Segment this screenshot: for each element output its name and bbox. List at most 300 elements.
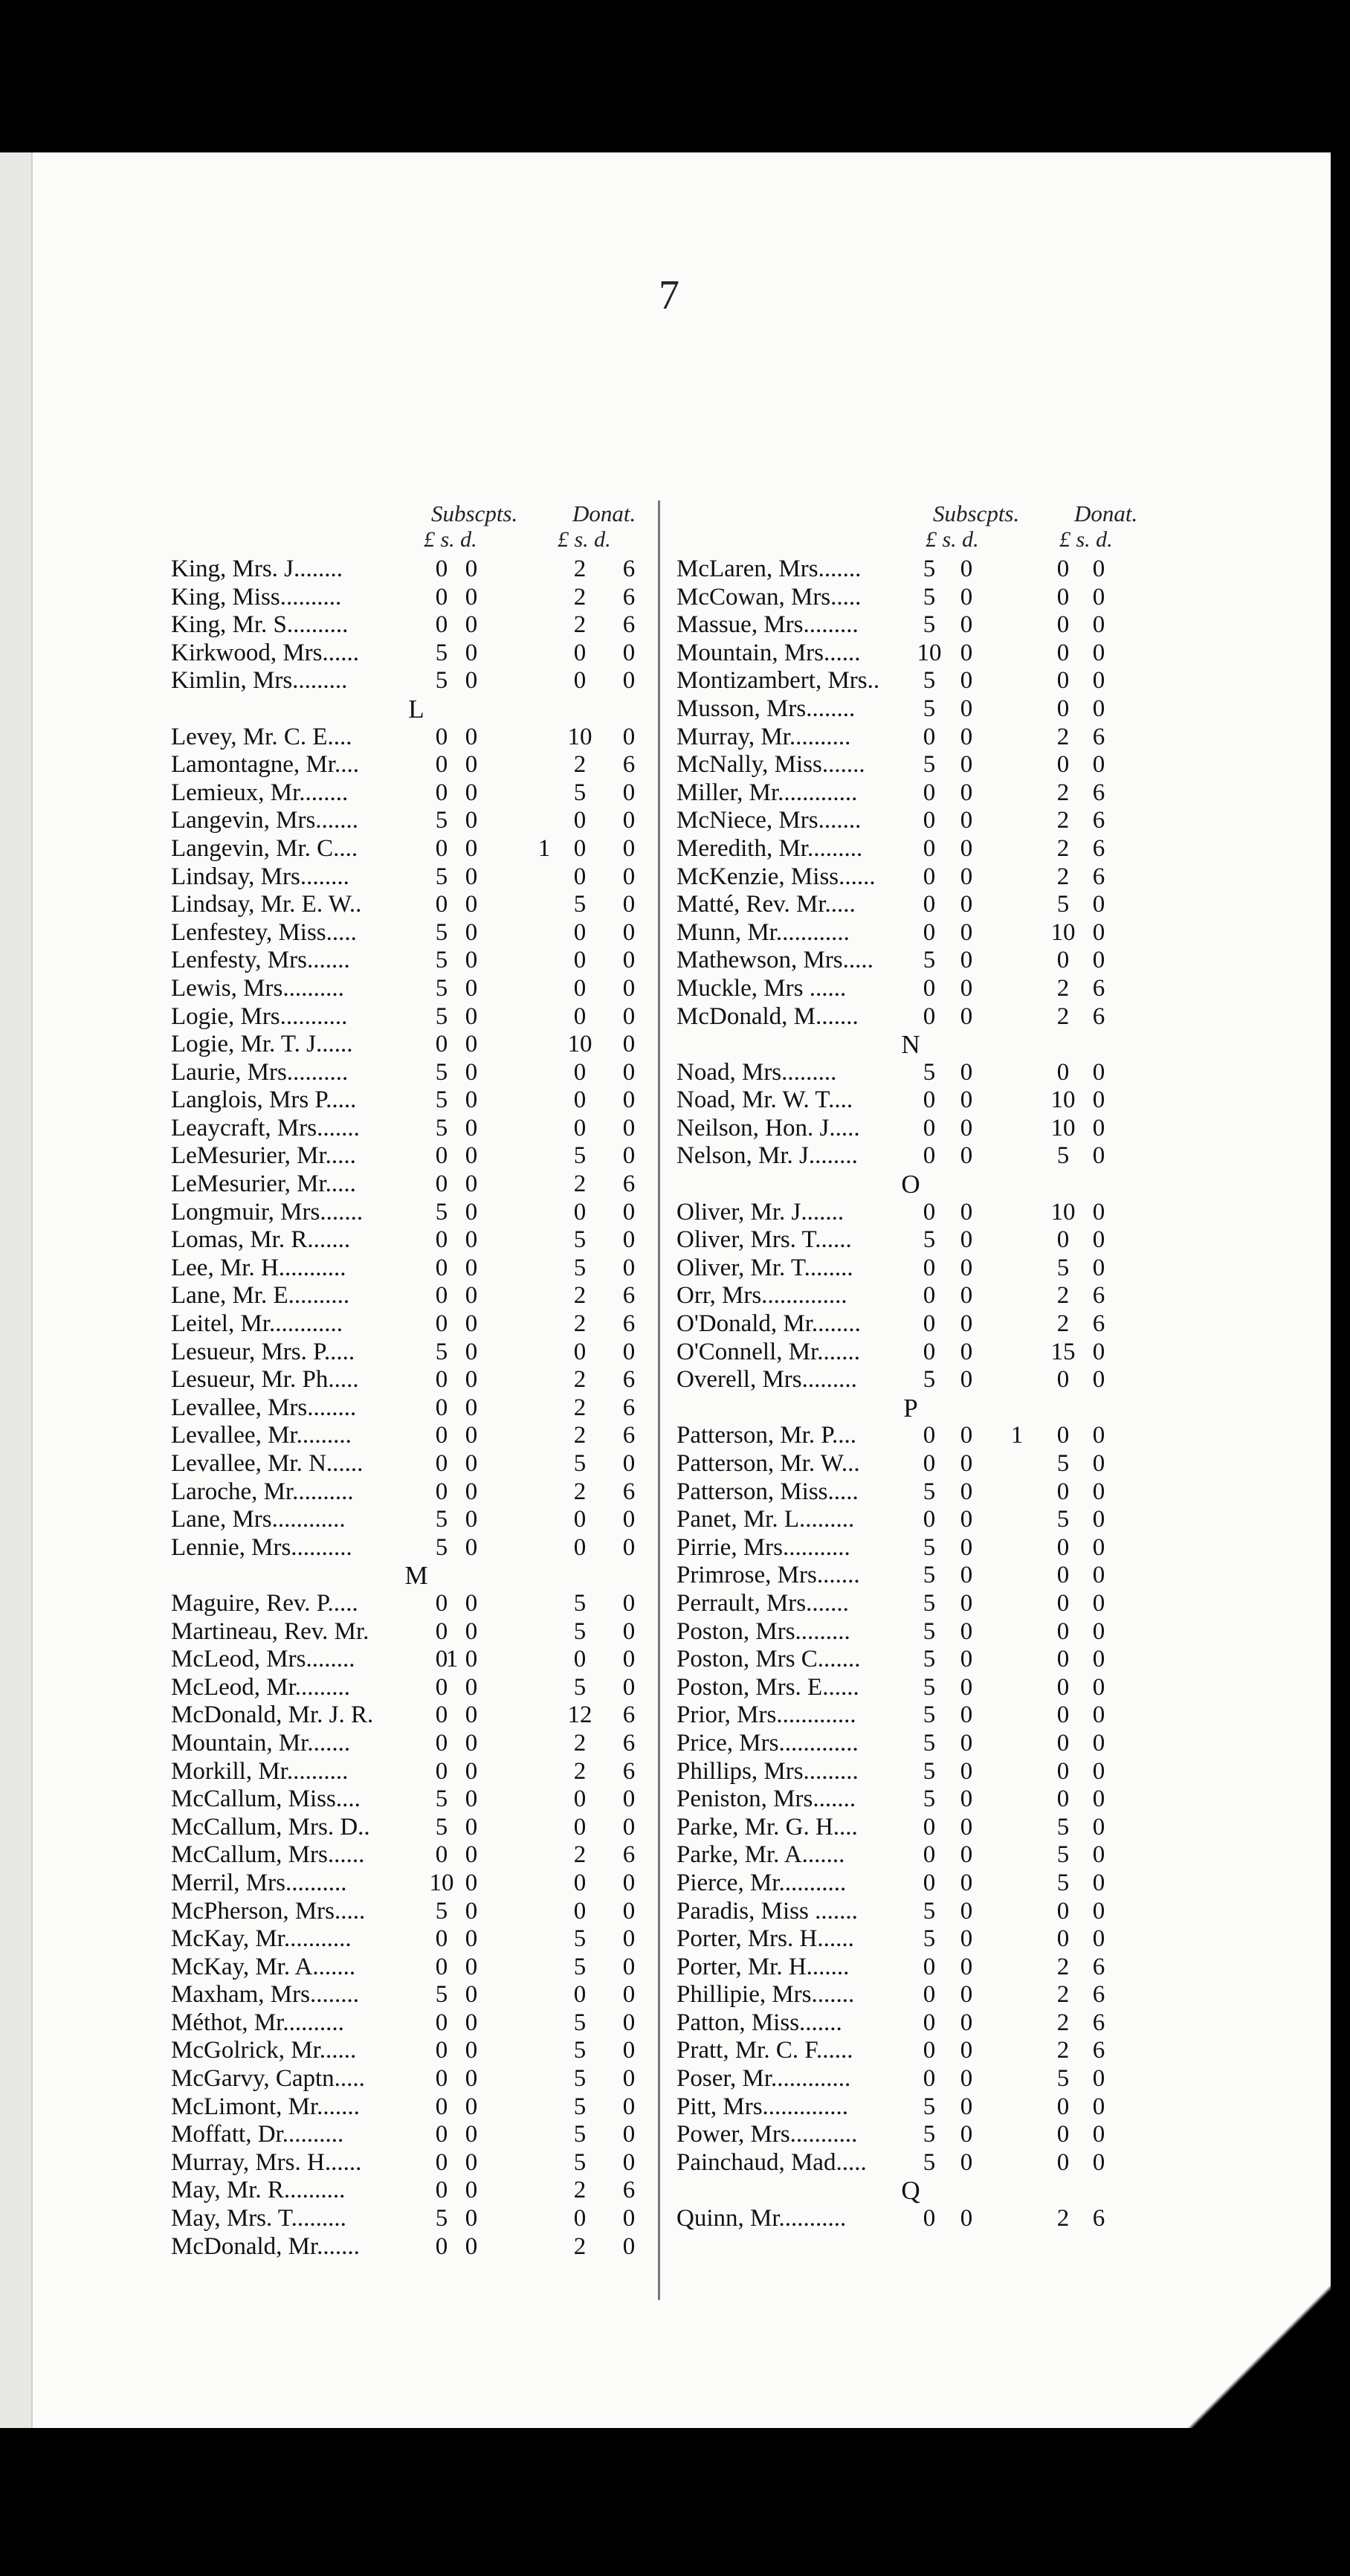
subscription-shillings: 5 — [923, 1226, 936, 1254]
subscription-pence: 0 — [960, 1142, 973, 1170]
subscriber-name: May, Mrs. T......... — [171, 2205, 346, 2232]
donation-shillings: 0 — [573, 1813, 587, 1841]
donation-pence: 0 — [622, 1058, 636, 1086]
donation-shillings: 0 — [573, 1002, 587, 1030]
subscriber-row — [676, 695, 1286, 724]
subscription-pence: 0 — [960, 2037, 973, 2064]
subscription-shillings: 5 — [923, 1925, 936, 1953]
donation-pence: 6 — [622, 1757, 636, 1785]
subscription-shillings: 5 — [435, 863, 448, 890]
subscription-shillings: 0 — [435, 1031, 448, 1058]
donation-shillings: 0 — [1056, 751, 1070, 779]
donation-shillings: 0 — [1056, 1729, 1070, 1756]
subscriber-row — [676, 751, 1286, 779]
subscription-shillings: 5 — [923, 1533, 936, 1561]
donation-shillings: 5 — [573, 1450, 587, 1477]
donation-shillings: 2 — [573, 1366, 587, 1394]
donation-pence: 0 — [1092, 2065, 1105, 2093]
subscription-pence: 0 — [960, 1869, 973, 1896]
donation-pence: 0 — [1092, 1897, 1105, 1925]
subscription-shillings: 5 — [435, 1086, 448, 1114]
subscription-shillings: 0 — [435, 611, 448, 639]
donation-shillings: 0 — [573, 947, 587, 974]
subscription-shillings: 5 — [435, 918, 448, 946]
donation-pence: 0 — [622, 1925, 636, 1953]
subscription-pence: 0 — [960, 1338, 973, 1365]
donation-pence: 0 — [622, 834, 636, 862]
subscription-pence: 0 — [960, 1086, 973, 1114]
subscription-pence: 0 — [465, 2065, 478, 2093]
subscription-shillings: 5 — [923, 1646, 936, 1673]
subscriber-name: Phillipie, Mrs....... — [676, 1981, 855, 2009]
donation-pence: 0 — [1092, 1757, 1105, 1785]
donation-pence: 6 — [1092, 1310, 1105, 1338]
subscription-pence: 0 — [960, 639, 973, 666]
donation-pence: 0 — [622, 1142, 636, 1170]
subscription-pence: 0 — [465, 1198, 478, 1226]
subscriber-name: Painchaud, Mad..... — [676, 2148, 867, 2176]
subscriber-row — [676, 556, 1286, 584]
subscription-pence: 0 — [960, 779, 973, 806]
donation-shillings: 2 — [573, 1171, 587, 1198]
subscription-pence: 0 — [465, 639, 478, 666]
donation-shillings: 0 — [573, 1506, 587, 1533]
subscriber-name: McDonald, M....... — [676, 1002, 859, 1030]
donation-shillings: 0 — [1056, 1617, 1070, 1645]
donation-shillings: 0 — [1056, 611, 1070, 639]
subscription-shillings: 10 — [429, 1869, 454, 1896]
subscriber-row — [676, 667, 1286, 695]
donation-shillings: 0 — [573, 1897, 587, 1925]
subscription-shillings: 0 — [435, 1450, 448, 1477]
subscriptions-units: £ s. d. — [926, 527, 979, 552]
subscriber-row — [676, 1506, 1286, 1534]
subscription-shillings: 0 — [435, 1142, 448, 1170]
donation-shillings: 0 — [573, 1114, 587, 1142]
donation-shillings: 0 — [1056, 1058, 1070, 1086]
subscriber-name: Patton, Miss....... — [676, 2009, 842, 2036]
subscription-shillings: 0 — [923, 2205, 936, 2232]
subscription-shillings: 5 — [435, 1058, 448, 1086]
subscriber-name: McLaren, Mrs....... — [676, 556, 862, 582]
subscription-pence: 0 — [465, 751, 478, 779]
donation-pence: 0 — [1092, 2148, 1105, 2176]
donation-shillings: 5 — [573, 2037, 587, 2064]
donation-pence: 6 — [622, 1422, 636, 1449]
subscription-pence: 0 — [465, 1897, 478, 1925]
subscription-shillings: 5 — [435, 807, 448, 834]
subscriber-name: Power, Mrs........... — [676, 2121, 858, 2148]
donation-pence: 0 — [1092, 1925, 1105, 1953]
subscription-pence: 0 — [960, 1729, 973, 1756]
subscription-pence: 0 — [465, 1142, 478, 1170]
subscriber-name: Pratt, Mr. C. F...... — [676, 2037, 853, 2064]
donation-pence: 0 — [622, 1450, 636, 1477]
subscription-shillings: 5 — [923, 667, 936, 695]
subscriber-row — [676, 1925, 1286, 1954]
donation-shillings: 5 — [573, 2009, 587, 2036]
subscription-shillings: 0 — [923, 1422, 936, 1449]
subscription-shillings: 0 — [435, 834, 448, 862]
subscription-shillings: 5 — [923, 1366, 936, 1394]
subscription-pence: 0 — [960, 2205, 973, 2232]
subscriber-name: McKay, Mr. A....... — [171, 1953, 356, 1980]
subscriber-name: Lemieux, Mr........ — [171, 779, 349, 806]
subscriber-name: McGolrick, Mr...... — [171, 2037, 357, 2064]
subscription-shillings: 0 — [435, 891, 448, 918]
subscription-pence: 0 — [465, 1086, 478, 1114]
subscriber-name: Lewis, Mrs.......... — [171, 974, 344, 1002]
subscription-pence: 0 — [465, 1422, 478, 1449]
donation-shillings: 0 — [573, 807, 587, 834]
subscription-pence: 0 — [465, 1589, 478, 1617]
donation-pence: 0 — [1092, 1701, 1105, 1729]
donation-pence: 0 — [622, 1506, 636, 1533]
subscription-shillings: 0 — [435, 1673, 448, 1701]
subscriber-row — [676, 807, 1286, 835]
subscriber-row — [676, 1478, 1286, 1507]
subscriber-row — [676, 1255, 1286, 1283]
donation-pence: 6 — [622, 556, 636, 582]
donation-shillings: 5 — [1056, 1813, 1070, 1841]
subscriber-name: Massue, Mrs......... — [676, 611, 859, 639]
subscription-pence: 0 — [465, 1506, 478, 1533]
donation-pence: 6 — [622, 751, 636, 779]
subscription-pence: 0 — [465, 1282, 478, 1310]
subscriber-name: Prior, Mrs............. — [676, 1701, 856, 1729]
subscription-shillings: 0 — [923, 1953, 936, 1980]
donation-pence: 6 — [622, 1282, 636, 1310]
subscriber-name: Mountain, Mr....... — [171, 1729, 351, 1756]
donation-shillings: 5 — [573, 891, 587, 918]
donation-shillings: 5 — [573, 1254, 587, 1281]
subscription-pence: 0 — [465, 1226, 478, 1254]
subscriber-name: King, Mrs. J........ — [171, 556, 343, 582]
subscription-pence: 0 — [960, 1002, 973, 1030]
subscriber-name: Lesueur, Mr. Ph..... — [171, 1366, 359, 1394]
donation-shillings: 0 — [1056, 583, 1070, 611]
subscription-pence: 0 — [960, 1226, 973, 1254]
subscription-pence: 0 — [960, 611, 973, 639]
subscription-shillings: 0 — [923, 863, 936, 890]
subscriber-name: Mathewson, Mrs..... — [676, 947, 873, 974]
subscriber-name: Primrose, Mrs....... — [676, 1562, 860, 1589]
subscription-shillings: 0 — [435, 1729, 448, 1756]
subscriber-row — [676, 1450, 1286, 1478]
subscriber-name: Panet, Mr. L......... — [676, 1506, 855, 1533]
subscriber-name: Lenfestey, Miss..... — [171, 918, 357, 946]
donation-pence: 0 — [622, 947, 636, 974]
subscriber-row — [676, 1841, 1286, 1870]
donation-shillings: 0 — [573, 863, 587, 890]
subscriber-name: Maxham, Mrs........ — [171, 1981, 359, 2009]
subscription-shillings: 0 — [435, 2177, 448, 2204]
subscription-pounds: 1 — [445, 1646, 459, 1673]
subscription-pence: 0 — [465, 1617, 478, 1645]
subscription-pence: 0 — [960, 1310, 973, 1338]
subscription-pence: 0 — [465, 2093, 478, 2120]
donation-shillings: 0 — [1056, 1422, 1070, 1449]
donation-pence: 6 — [1092, 1953, 1105, 1980]
torn-page-corner — [1157, 2160, 1350, 2576]
subscriber-row — [676, 1003, 1286, 1031]
donations-units: £ s. d. — [1059, 527, 1113, 552]
subscription-shillings: 5 — [435, 1786, 448, 1813]
subscriber-row — [676, 640, 1286, 668]
donation-pence: 0 — [1092, 1226, 1105, 1254]
donation-pence: 0 — [1092, 695, 1105, 722]
donation-shillings: 5 — [1056, 2065, 1070, 2093]
donation-shillings: 2 — [573, 2232, 587, 2260]
donation-pence: 0 — [1092, 1646, 1105, 1673]
subscription-shillings: 0 — [923, 1813, 936, 1841]
subscription-pence: 0 — [465, 1031, 478, 1058]
subscription-pence: 0 — [465, 1953, 478, 1980]
donation-pence: 0 — [622, 1086, 636, 1114]
subscription-pence: 0 — [465, 1254, 478, 1281]
subscriber-name: Lindsay, Mrs........ — [171, 863, 349, 890]
subscriber-row — [676, 584, 1286, 612]
donation-pence: 0 — [1092, 918, 1105, 946]
subscription-shillings: 5 — [923, 1701, 936, 1729]
subscriber-name: Kirkwood, Mrs...... — [171, 639, 359, 666]
donation-pence: 0 — [622, 1786, 636, 1813]
subscription-shillings: 0 — [435, 583, 448, 611]
subscriber-name: McDonald, Mr....... — [171, 2232, 360, 2260]
donation-pence: 6 — [622, 1478, 636, 1505]
donation-shillings: 2 — [573, 1757, 587, 1785]
donation-pence: 0 — [622, 1533, 636, 1561]
donation-shillings: 0 — [1056, 1478, 1070, 1505]
subscription-shillings: 0 — [923, 1841, 936, 1869]
subscription-pence: 0 — [960, 1673, 973, 1701]
subscriber-name: Munn, Mr............ — [676, 918, 850, 946]
subscription-shillings: 0 — [435, 1366, 448, 1394]
donation-shillings: 0 — [1056, 2093, 1070, 2120]
donation-pence: 6 — [1092, 1282, 1105, 1310]
subscription-shillings: 5 — [923, 947, 936, 974]
donation-pence: 0 — [622, 974, 636, 1002]
subscription-shillings: 0 — [435, 1478, 448, 1505]
donation-pounds: 1 — [1010, 1422, 1024, 1449]
donation-pence: 0 — [1092, 1114, 1105, 1142]
donation-pence: 0 — [622, 723, 636, 750]
subscriber-name: McKay, Mr........... — [171, 1925, 352, 1953]
subscriber-name: O'Connell, Mr....... — [676, 1338, 861, 1365]
donation-shillings: 0 — [1056, 556, 1070, 582]
donation-shillings: 0 — [573, 1058, 587, 1086]
donation-pence: 0 — [1092, 1869, 1105, 1896]
subscriber-row — [676, 1086, 1286, 1115]
donation-pence: 0 — [622, 1114, 636, 1142]
subscriber-row — [676, 1226, 1286, 1255]
subscription-pence: 0 — [960, 974, 973, 1002]
subscriber-name: Levallee, Mrs........ — [171, 1394, 357, 1421]
subscriber-name: Patterson, Mr. P.... — [676, 1422, 857, 1449]
subscription-shillings: 5 — [923, 2093, 936, 2120]
subscriber-name: May, Mr. R.......... — [171, 2177, 346, 2204]
donation-pence: 0 — [1092, 556, 1105, 582]
subscription-shillings: 0 — [923, 1282, 936, 1310]
donation-shillings: 2 — [1056, 2037, 1070, 2064]
subscription-pence: 0 — [465, 974, 478, 1002]
subscription-pence: 0 — [465, 611, 478, 639]
donation-shillings: 5 — [573, 2065, 587, 2093]
donation-shillings: 0 — [1056, 2148, 1070, 2176]
subscription-pence: 0 — [960, 1813, 973, 1841]
subscriber-name: King, Mr. S.......... — [171, 611, 349, 639]
donations-heading: Donat. — [572, 500, 636, 527]
subscription-pence: 0 — [465, 556, 478, 582]
donation-pence: 6 — [1092, 779, 1105, 806]
subscriber-row — [676, 779, 1286, 808]
donation-shillings: 0 — [1056, 1366, 1070, 1394]
subscriber-name: Paradis, Miss ....... — [676, 1897, 858, 1925]
donation-pence: 0 — [1092, 947, 1105, 974]
donation-pence: 6 — [622, 1701, 636, 1729]
subscriber-name: Levallee, Mr. N...... — [171, 1450, 364, 1477]
donation-pence: 0 — [622, 918, 636, 946]
subscriber-name: Meredith, Mr......... — [676, 834, 863, 862]
donation-shillings: 0 — [1056, 1562, 1070, 1589]
donation-pence: 0 — [1092, 891, 1105, 918]
donation-pence: 0 — [622, 891, 636, 918]
donation-shillings: 0 — [1056, 639, 1070, 666]
subscriber-row — [676, 1870, 1286, 1898]
donation-shillings: 2 — [573, 1478, 587, 1505]
subscription-pence: 0 — [465, 1058, 478, 1086]
donation-shillings: 2 — [1056, 834, 1070, 862]
donation-pence: 0 — [1092, 1589, 1105, 1617]
subscription-pence: 0 — [960, 723, 973, 750]
subscription-pence: 0 — [465, 1869, 478, 1896]
subscription-shillings: 5 — [435, 1338, 448, 1365]
donation-pence: 0 — [622, 863, 636, 890]
subscription-shillings: 5 — [435, 1813, 448, 1841]
donation-shillings: 5 — [573, 1617, 587, 1645]
donation-shillings: 5 — [573, 2121, 587, 2148]
subscription-shillings: 5 — [435, 1506, 448, 1533]
subscription-shillings: 0 — [923, 723, 936, 750]
subscription-shillings: 0 — [923, 974, 936, 1002]
donation-shillings: 2 — [573, 1841, 587, 1869]
donation-shillings: 5 — [1056, 1142, 1070, 1170]
subscriber-row — [676, 1954, 1286, 1982]
subscriber-name: Peniston, Mrs....... — [676, 1786, 856, 1813]
donation-pence: 0 — [1092, 1366, 1105, 1394]
subscriber-row — [676, 1422, 1286, 1450]
subscription-shillings: 5 — [435, 1897, 448, 1925]
donation-pence: 0 — [622, 2232, 636, 2260]
subscription-pence: 0 — [465, 1338, 478, 1365]
subscription-pence: 0 — [960, 751, 973, 779]
donation-shillings: 0 — [1056, 1701, 1070, 1729]
donation-shillings: 5 — [573, 1925, 587, 1953]
donation-shillings: 0 — [1056, 1757, 1070, 1785]
subscription-pence: 0 — [465, 667, 478, 695]
donation-pence: 0 — [622, 2009, 636, 2036]
subscriber-name: Murray, Mrs. H...... — [171, 2148, 362, 2176]
subscription-pence: 0 — [960, 583, 973, 611]
subscription-pence: 0 — [465, 2148, 478, 2176]
subscription-shillings: 0 — [923, 918, 936, 946]
donation-pence: 0 — [622, 2205, 636, 2232]
donation-shillings: 0 — [1056, 1925, 1070, 1953]
subscriber-name: Montizambert, Mrs.. — [676, 667, 880, 695]
subscriber-name: McNiece, Mrs....... — [676, 807, 862, 834]
donation-shillings: 5 — [573, 1953, 587, 1980]
subscriber-name: Laroche, Mr.......... — [171, 1478, 354, 1505]
subscription-pence: 0 — [465, 1171, 478, 1198]
subscriber-name: Levey, Mr. C. E.... — [171, 723, 352, 750]
subscription-shillings: 5 — [923, 1058, 936, 1086]
donation-pence: 0 — [622, 1953, 636, 1980]
donation-shillings: 5 — [1056, 1841, 1070, 1869]
right-list — [676, 556, 1286, 2233]
donation-pence: 6 — [622, 583, 636, 611]
subscription-pence: 0 — [465, 1757, 478, 1785]
subscriber-row — [676, 1814, 1286, 1842]
subscription-pence: 0 — [960, 1841, 973, 1869]
subscription-shillings: 5 — [923, 1478, 936, 1505]
subscriber-row — [676, 975, 1286, 1003]
subscription-pence: 0 — [465, 1981, 478, 2009]
donation-pence: 6 — [1092, 2205, 1105, 2232]
subscription-pence: 0 — [465, 1394, 478, 1421]
subscriber-name: Maguire, Rev. P..... — [171, 1589, 358, 1617]
subscriber-name: Oliver, Mr. J....... — [676, 1198, 844, 1226]
donation-shillings: 0 — [1056, 667, 1070, 695]
subscription-shillings: 5 — [435, 1114, 448, 1142]
donation-shillings: 5 — [573, 779, 587, 806]
donation-pence: 0 — [622, 1646, 636, 1673]
donation-pence: 0 — [1092, 1533, 1105, 1561]
donation-pence: 6 — [622, 1171, 636, 1198]
subscription-pence: 0 — [960, 1953, 973, 1980]
donation-pence: 0 — [1092, 751, 1105, 779]
subscriber-row — [676, 1701, 1286, 1730]
subscriber-row — [676, 1562, 1286, 1590]
subscription-shillings: 0 — [435, 1953, 448, 1980]
subscriber-name: Pierce, Mr........... — [676, 1869, 847, 1896]
donation-shillings: 2 — [1056, 1282, 1070, 1310]
subscriber-name: Perrault, Mrs....... — [676, 1589, 849, 1617]
subscription-shillings: 5 — [923, 583, 936, 611]
subscriber-name: Phillips, Mrs......... — [676, 1757, 859, 1785]
subscriber-name: McGarvy, Captn..... — [171, 2065, 365, 2093]
donation-pence: 0 — [1092, 1198, 1105, 1226]
subscriber-row — [676, 2037, 1286, 2065]
subscription-pence: 0 — [960, 667, 973, 695]
donation-shillings: 0 — [573, 1646, 587, 1673]
subscriptions-heading: Subscpts. — [933, 500, 1020, 527]
subscription-shillings: 0 — [923, 1254, 936, 1281]
donation-pence: 0 — [622, 2148, 636, 2176]
subscription-shillings: 0 — [435, 2009, 448, 2036]
subscription-shillings: 0 — [435, 1171, 448, 1198]
subscription-pence: 0 — [465, 947, 478, 974]
donation-shillings: 0 — [1056, 1533, 1070, 1561]
subscription-pence: 0 — [465, 1533, 478, 1561]
donation-pence: 6 — [1092, 1981, 1105, 2009]
subscriber-name: Leitel, Mr............ — [171, 1310, 343, 1338]
subscription-pence: 0 — [465, 1673, 478, 1701]
subscription-pence: 0 — [465, 1310, 478, 1338]
donation-pence: 0 — [622, 1981, 636, 2009]
subscriber-name: Patterson, Miss..... — [676, 1478, 859, 1505]
donation-pence: 0 — [622, 1869, 636, 1896]
section-letter — [676, 1394, 1286, 1423]
